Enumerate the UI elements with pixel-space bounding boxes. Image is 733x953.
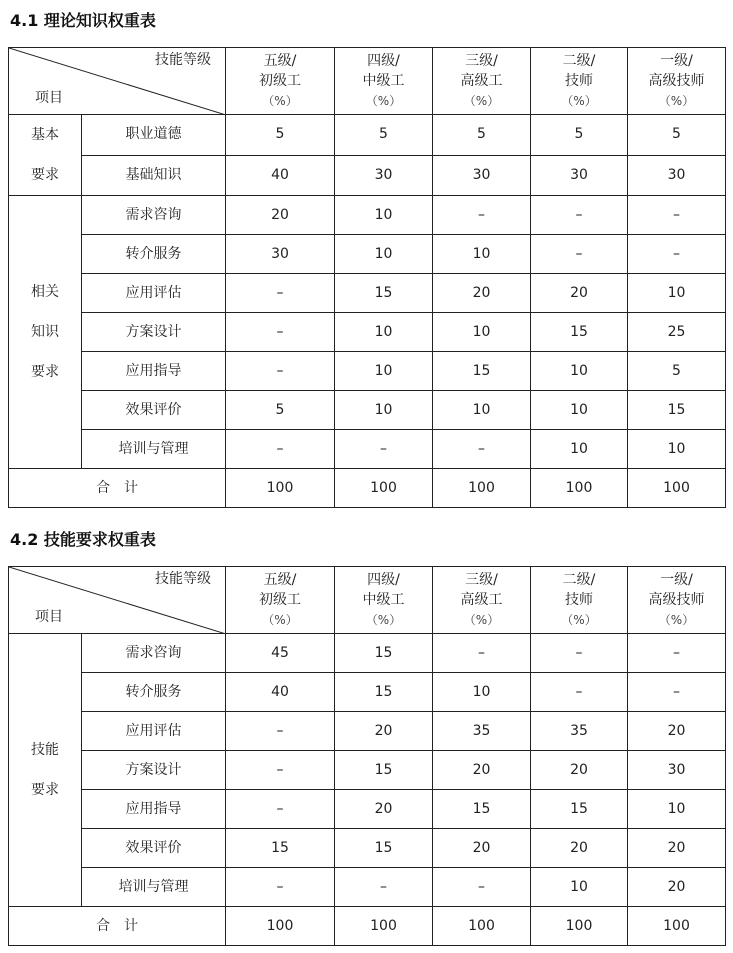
table-row: [9, 751, 726, 790]
weight-cell: –: [226, 352, 335, 391]
weight-cell: 10: [433, 673, 531, 712]
weight-cell: 20: [433, 829, 531, 868]
item-name: 效果评价: [82, 391, 226, 430]
item-name: 应用评估: [82, 274, 226, 313]
weight-cell: –: [531, 196, 628, 235]
level-header-line: 高级技师: [648, 592, 705, 608]
level-header-line: 四级/: [367, 572, 400, 588]
table-row: [9, 391, 726, 430]
total-cell: 100: [628, 907, 726, 946]
corner-bottom-label: 项目: [35, 609, 63, 625]
total-cell: 100: [628, 469, 726, 508]
weight-cell: 10: [531, 391, 628, 430]
level-header-line: （%）: [262, 613, 298, 627]
item-name: 应用指导: [82, 352, 226, 391]
weight-cell: 10: [335, 235, 433, 274]
group-label: [9, 634, 82, 907]
header-row: [9, 48, 726, 115]
weight-cell: 10: [335, 352, 433, 391]
weight-cell: 20: [531, 829, 628, 868]
table-row: [9, 790, 726, 829]
weight-cell: 25: [628, 313, 726, 352]
item-name: 需求咨询: [82, 196, 226, 235]
level-header-line: （%）: [561, 94, 597, 108]
level-header-line: 四级/: [367, 53, 400, 69]
weight-cell: –: [628, 634, 726, 673]
level-header-line: （%）: [463, 94, 500, 108]
level-header-line: 五级/: [263, 53, 297, 69]
weight-cell: 15: [531, 790, 628, 829]
weight-cell: 15: [335, 673, 433, 712]
level-header: [226, 48, 335, 115]
corner-top-label: 技能等级: [155, 571, 211, 587]
weight-cell: 20: [335, 712, 433, 751]
weight-cell: 10: [531, 352, 628, 391]
weight-cell: –: [433, 196, 531, 235]
total-cell: 100: [335, 469, 433, 508]
group-label: [9, 115, 82, 196]
weight-cell: –: [226, 430, 335, 469]
group-label-line: 技能: [31, 742, 59, 758]
level-header-line: 一级/: [660, 572, 693, 588]
weight-cell: 15: [433, 352, 531, 391]
level-header: [226, 567, 335, 634]
weight-cell: 15: [433, 790, 531, 829]
level-header: [335, 48, 433, 115]
group-label-line: 要求: [31, 782, 59, 798]
weight-cell: 5: [226, 391, 335, 430]
total-row: [9, 907, 726, 946]
total-cell: 100: [226, 469, 335, 508]
weight-cell: 15: [531, 313, 628, 352]
weight-cell: 30: [628, 155, 726, 196]
level-header-line: 初级工: [259, 592, 301, 608]
weight-cell: –: [433, 634, 531, 673]
weight-cell: –: [226, 751, 335, 790]
weight-cell: 5: [628, 352, 726, 391]
item-name: 应用指导: [82, 790, 226, 829]
weight-cell: 20: [433, 751, 531, 790]
skill-requirement-weight-table: [8, 566, 726, 946]
level-header-line: 中级工: [362, 73, 405, 89]
weight-cell: 20: [628, 868, 726, 907]
weight-cell: 10: [335, 391, 433, 430]
theory-knowledge-weight-table: [8, 47, 726, 508]
table-row: [9, 352, 726, 391]
weight-cell: 15: [335, 829, 433, 868]
weight-cell: 5: [335, 115, 433, 156]
item-name: 方案设计: [82, 751, 226, 790]
level-header-line: 高级工: [460, 592, 503, 608]
level-header: [628, 48, 726, 115]
weight-cell: 5: [433, 115, 531, 156]
weight-cell: 20: [433, 274, 531, 313]
table1-title: 4.1 理论知识权重表: [10, 11, 156, 30]
level-header-line: （%）: [658, 613, 695, 627]
weight-cell: 10: [335, 313, 433, 352]
total-cell: 100: [531, 907, 628, 946]
weight-cell: 15: [335, 274, 433, 313]
weight-cell: –: [226, 274, 335, 313]
weight-cell: 20: [335, 790, 433, 829]
weight-cell: –: [433, 430, 531, 469]
item-name: 应用评估: [82, 712, 226, 751]
weight-cell: 30: [628, 751, 726, 790]
level-header-line: 五级/: [263, 572, 297, 588]
total-cell: 100: [226, 907, 335, 946]
weight-cell: 40: [226, 673, 335, 712]
weight-cell: 10: [628, 430, 726, 469]
weight-cell: 10: [628, 790, 726, 829]
weight-cell: 40: [226, 155, 335, 196]
group-label-line: 相关: [31, 284, 59, 300]
level-header: [433, 567, 531, 634]
weight-cell: 10: [433, 235, 531, 274]
weight-cell: 10: [433, 313, 531, 352]
total-cell: 100: [335, 907, 433, 946]
item-name: 基础知识: [82, 155, 226, 196]
total-cell: 100: [433, 469, 531, 508]
table-row: [9, 155, 726, 196]
weight-cell: 10: [531, 430, 628, 469]
weight-cell: –: [531, 634, 628, 673]
weight-cell: –: [226, 790, 335, 829]
corner-cell: [9, 48, 226, 115]
table-row: [9, 634, 726, 673]
weight-cell: 10: [335, 196, 433, 235]
level-header-line: （%）: [561, 613, 597, 627]
weight-cell: 15: [335, 634, 433, 673]
weight-cell: –: [226, 712, 335, 751]
weight-cell: 10: [531, 868, 628, 907]
weight-cell: 10: [628, 274, 726, 313]
weight-cell: 20: [226, 196, 335, 235]
weight-cell: –: [226, 313, 335, 352]
item-name: 培训与管理: [82, 868, 226, 907]
total-label: 合 计: [9, 469, 226, 508]
item-name: 职业道德: [82, 115, 226, 156]
level-header: [531, 48, 628, 115]
item-name: 转介服务: [82, 235, 226, 274]
level-header-line: 初级工: [259, 73, 301, 89]
weight-cell: –: [628, 673, 726, 712]
total-cell: 100: [531, 469, 628, 508]
item-name: 效果评价: [82, 829, 226, 868]
level-header-line: （%）: [658, 94, 695, 108]
level-header-line: 三级/: [465, 53, 498, 69]
table2-title: 4.2 技能要求权重表: [10, 530, 156, 549]
weight-cell: 10: [433, 391, 531, 430]
weight-cell: 5: [531, 115, 628, 156]
weight-cell: 45: [226, 634, 335, 673]
weight-cell: 30: [335, 155, 433, 196]
weight-cell: –: [628, 196, 726, 235]
corner-top-label: 技能等级: [155, 52, 211, 68]
level-header: [433, 48, 531, 115]
group-label-line: 基本: [31, 127, 59, 143]
level-header-line: 二级/: [562, 53, 596, 69]
level-header-line: （%）: [365, 613, 402, 627]
weight-cell: 20: [531, 751, 628, 790]
weight-cell: 35: [531, 712, 628, 751]
group-label-line: 要求: [31, 364, 59, 380]
weight-cell: 15: [226, 829, 335, 868]
level-header-line: 技师: [565, 592, 593, 608]
level-header-line: 中级工: [362, 592, 405, 608]
header-row: [9, 567, 726, 634]
weight-cell: 35: [433, 712, 531, 751]
level-header: [628, 567, 726, 634]
weight-cell: 5: [628, 115, 726, 156]
weight-cell: –: [335, 868, 433, 907]
table-row: [9, 235, 726, 274]
table-row: [9, 829, 726, 868]
level-header-line: 三级/: [465, 572, 498, 588]
level-header-line: （%）: [463, 613, 500, 627]
weight-cell: –: [433, 868, 531, 907]
item-name: 转介服务: [82, 673, 226, 712]
total-row: [9, 469, 726, 508]
total-cell: 100: [433, 907, 531, 946]
weight-cell: 5: [226, 115, 335, 156]
level-header-line: 二级/: [562, 572, 596, 588]
level-header: [531, 567, 628, 634]
table-row: [9, 313, 726, 352]
weight-cell: 15: [335, 751, 433, 790]
level-header-line: （%）: [365, 94, 402, 108]
level-header-line: 高级工: [460, 73, 503, 89]
weight-cell: –: [335, 430, 433, 469]
item-name: 需求咨询: [82, 634, 226, 673]
group-label-line: 要求: [31, 167, 59, 183]
weight-cell: 30: [226, 235, 335, 274]
level-header-line: 一级/: [660, 53, 693, 69]
weight-cell: –: [531, 673, 628, 712]
table-row: [9, 430, 726, 469]
table-row: [9, 196, 726, 235]
weight-cell: –: [226, 868, 335, 907]
level-header: [335, 567, 433, 634]
weight-cell: 20: [628, 712, 726, 751]
weight-cell: 20: [531, 274, 628, 313]
level-header-line: 技师: [565, 73, 593, 89]
group-label: [9, 196, 82, 469]
level-header-line: （%）: [262, 94, 298, 108]
item-name: 方案设计: [82, 313, 226, 352]
weight-cell: 30: [433, 155, 531, 196]
table-row: [9, 115, 726, 156]
level-header-line: 高级技师: [648, 73, 705, 89]
table-row: [9, 868, 726, 907]
weight-cell: 20: [628, 829, 726, 868]
group-label-line: 知识: [31, 324, 59, 340]
weight-cell: 30: [531, 155, 628, 196]
weight-cell: 15: [628, 391, 726, 430]
table-row: [9, 274, 726, 313]
weight-cell: –: [531, 235, 628, 274]
weight-cell: –: [628, 235, 726, 274]
total-label: 合 计: [9, 907, 226, 946]
corner-bottom-label: 项目: [35, 90, 63, 106]
item-name: 培训与管理: [82, 430, 226, 469]
table-row: [9, 673, 726, 712]
table-row: [9, 712, 726, 751]
corner-cell: [9, 567, 226, 634]
